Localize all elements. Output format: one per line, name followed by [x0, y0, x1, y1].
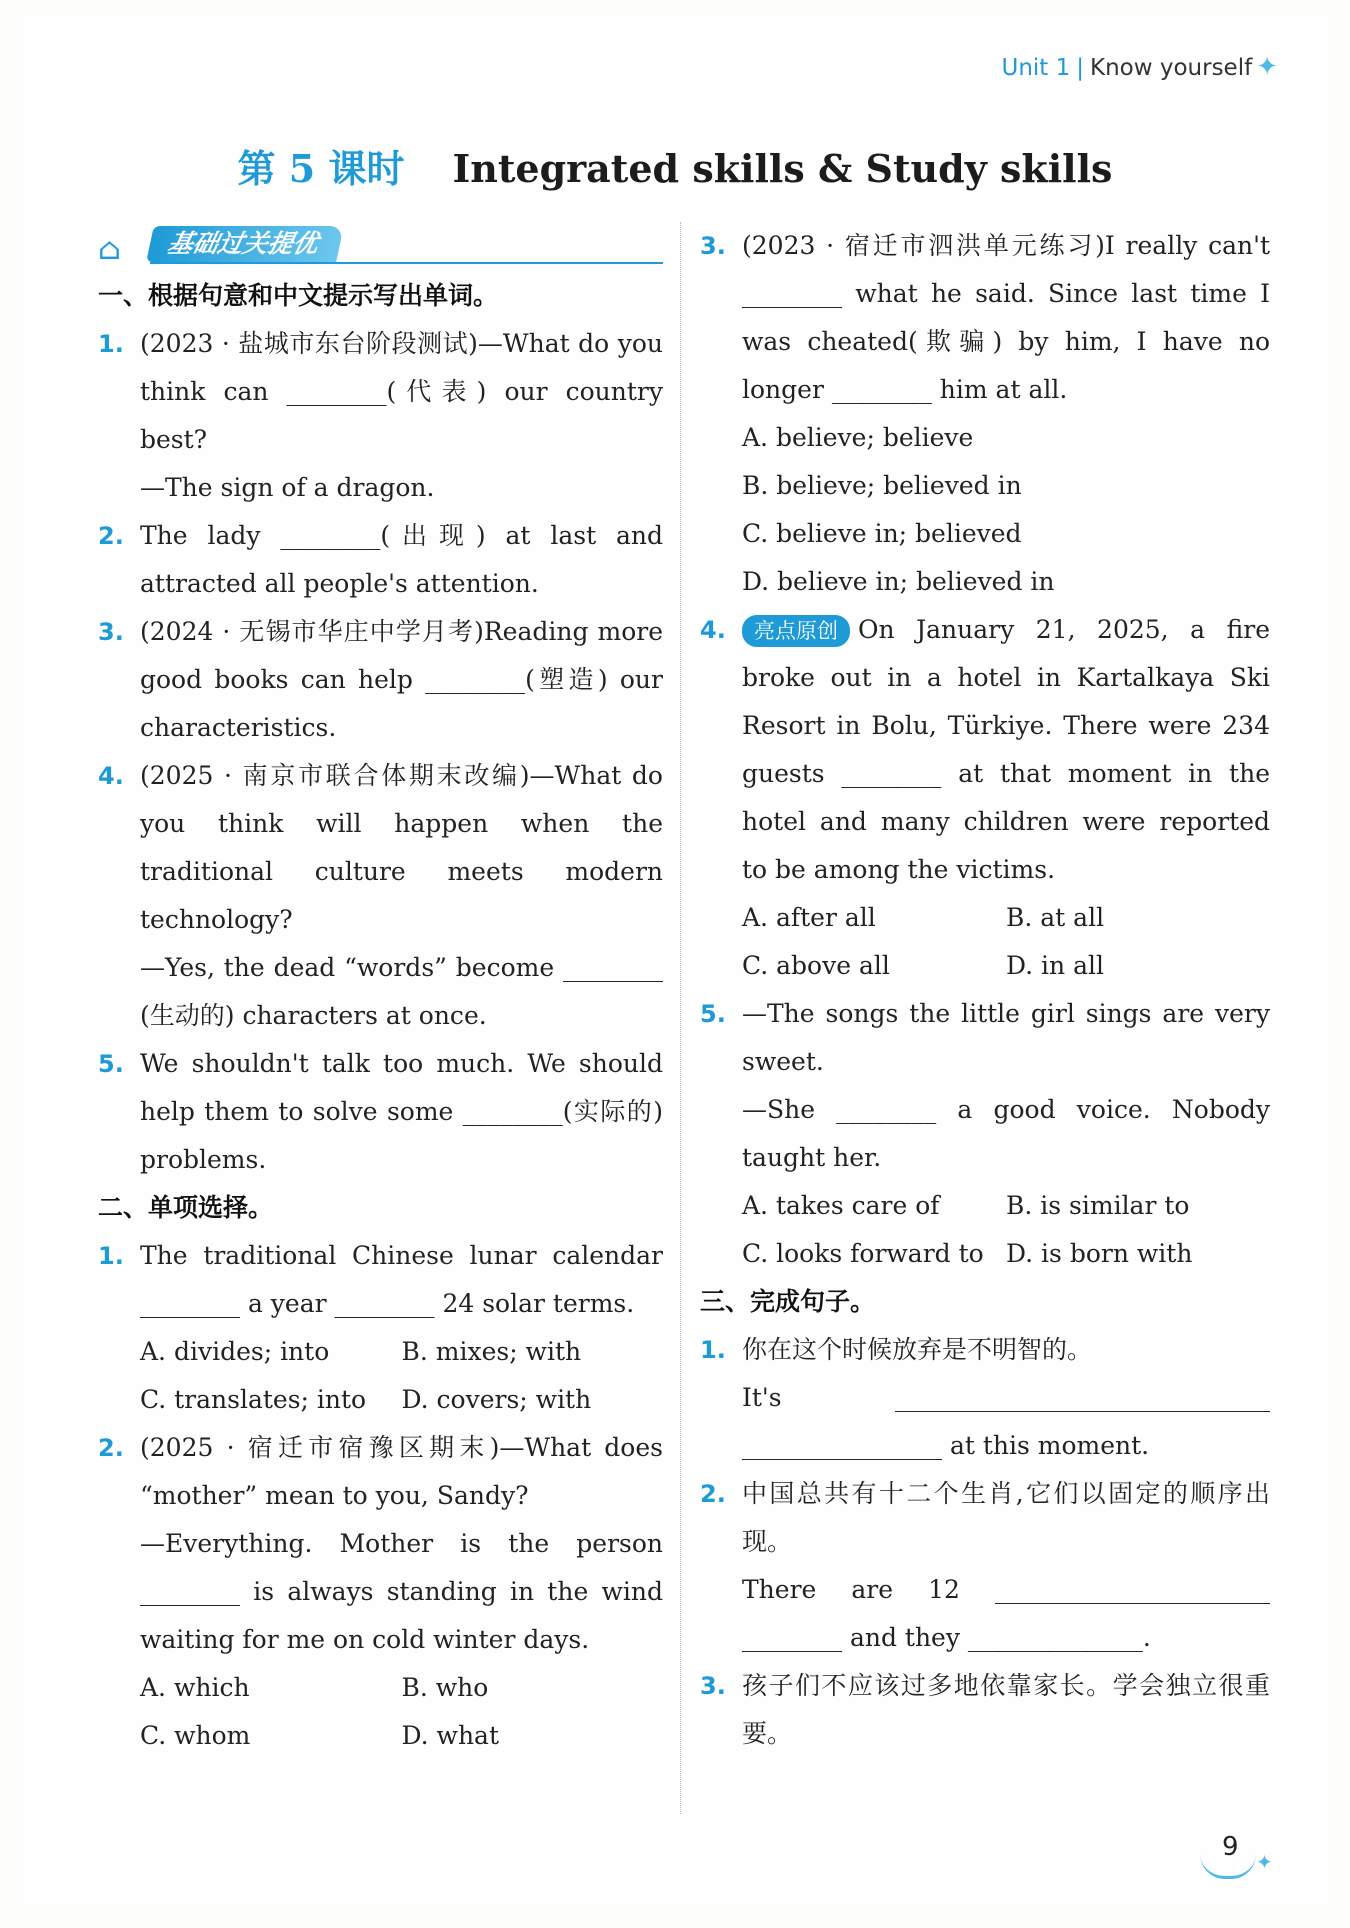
item-number: 4. [98, 762, 124, 790]
option: B. at all [1006, 903, 1105, 932]
item-number: 3. [700, 232, 726, 260]
item-chinese: 你在这个时候放弃是不明智的。 [742, 1335, 1093, 1364]
item-answer-line: —Yes, the dead “words” become ________ (生动的) characters at once. [140, 953, 663, 1030]
item-answer-line: —She ________ a good voice. Nobody taught her. [742, 1095, 1270, 1172]
option: C. above all [742, 951, 890, 980]
left-column [98, 222, 663, 1760]
item-english-blank: There are 12 ______________________ ________ and they ______________. [742, 1575, 1270, 1652]
exercise-item [98, 608, 663, 752]
option: A. which [140, 1673, 250, 1702]
option: A. divides; into [140, 1337, 330, 1366]
banner-rule [150, 262, 663, 264]
unit-topic: Know yourself [1090, 55, 1253, 81]
exercise-item [700, 222, 1270, 606]
column-divider [680, 222, 681, 1814]
header-separator: | [1076, 55, 1084, 81]
exercise-item [98, 752, 663, 1040]
item-number: 1. [700, 1336, 726, 1364]
sparkle-icon: ✦ [1256, 1850, 1273, 1874]
original-badge: 亮点原创 [742, 615, 850, 647]
option: D. covers; with [401, 1385, 592, 1414]
item-number: 1. [98, 330, 124, 358]
item-chinese: 孩子们不应该过多地依靠家长。学会独立很重要。 [742, 1671, 1270, 1748]
page-number: 9 [1222, 1832, 1239, 1862]
option-list [742, 1182, 1270, 1278]
house-icon: ⌂ [98, 232, 121, 267]
item-body: On January 21, 2025, a fire broke out in a hotel in Kartalkaya Ski Resort in Bolu, Türkiye. There were 234 guests ________ at that moment in the hotel and many children were reported to be among the victims. [742, 615, 1270, 884]
option-list [742, 894, 1270, 990]
item-text: The lady ________(出现) at last and attracted all people's attention. [140, 521, 663, 598]
option-list [140, 1664, 663, 1760]
item-text: We shouldn't talk too much. We should help them to solve some ________(实际的) problems. [140, 1049, 663, 1174]
exercise-item [98, 512, 663, 608]
item-number: 4. [700, 616, 726, 644]
option: C. whom [140, 1721, 251, 1750]
item-number: 3. [700, 1672, 726, 1700]
option: C. translates; into [140, 1385, 367, 1414]
item-chinese: 中国总共有十二个生肖,它们以固定的顺序出现。 [742, 1479, 1270, 1556]
banner-label: 基础过关提优 [146, 226, 344, 262]
unit-label: Unit 1 [1001, 55, 1071, 81]
exercise-item [98, 1040, 663, 1184]
option: D. believe in; believed in [742, 567, 1055, 596]
item-english-blank: It's ______________________________ ________________ at this moment. [742, 1383, 1270, 1460]
right-column [700, 222, 1270, 1758]
item-text: —The songs the little girl sings are very sweet. [742, 999, 1270, 1076]
option: B. who [401, 1673, 489, 1702]
section-banner [98, 222, 663, 268]
item-number: 2. [98, 522, 124, 550]
option: D. in all [1006, 951, 1104, 980]
item-text: (2023 · 宿迁市泗洪单元练习)I really can't ________ what he said. Since last time I was cheated(欺骗) by him, I have no longer ________ him at all. [742, 231, 1270, 404]
exercise-item [98, 1232, 663, 1424]
lesson-number: 第 5 课时 [237, 146, 405, 191]
option: A. after all [742, 903, 876, 932]
option: C. looks forward to [742, 1239, 984, 1268]
exercise-item [700, 1470, 1270, 1662]
option: C. believe in; believed [742, 519, 1022, 548]
exercise-item [700, 1326, 1270, 1470]
item-text: (2023 · 盐城市东台阶段测试)—What do you think can ________(代表) our country best? [140, 329, 663, 454]
item-text: (2025 · 南京市联合体期末改编)—What do you think will happen when the traditional culture meets modern technology? [140, 761, 663, 934]
item-number: 2. [700, 1480, 726, 1508]
item-text: (2024 · 无锡市华庄中学月考)Reading more good books can help ________(塑造) our characteristics. [140, 617, 663, 742]
exercise-item [98, 320, 663, 512]
section-1-title: 一、根据句意和中文提示写出单词。 [98, 281, 499, 310]
option: A. takes care of [742, 1191, 940, 1220]
section-3-title: 三、完成句子。 [700, 1287, 876, 1316]
item-text [742, 606, 1270, 894]
exercise-item [700, 990, 1270, 1278]
item-text: The traditional Chinese lunar calendar ________ a year ________ 24 solar terms. [140, 1241, 663, 1318]
section-2-title: 二、单项选择。 [98, 1193, 274, 1222]
sparkle-icon: ✦ [1256, 52, 1278, 82]
option: B. is similar to [1006, 1191, 1190, 1220]
item-number: 5. [98, 1050, 124, 1078]
option-list [140, 1328, 663, 1424]
item-number: 1. [98, 1242, 124, 1270]
exercise-item [700, 1662, 1270, 1758]
lesson-name: Integrated skills & Study skills [452, 146, 1113, 191]
option: D. what [401, 1721, 499, 1750]
option: A. believe; believe [742, 423, 974, 452]
option: B. mixes; with [401, 1337, 582, 1366]
item-number: 3. [98, 618, 124, 646]
item-text: (2025 · 宿迁市宿豫区期末)—What does “mother” mean to you, Sandy? [140, 1433, 663, 1510]
option: D. is born with [1006, 1239, 1193, 1268]
item-answer-line: —The sign of a dragon. [140, 473, 435, 502]
lesson-title [0, 138, 1350, 193]
exercise-item [700, 606, 1270, 990]
item-number: 5. [700, 1000, 726, 1028]
item-answer-line: —Everything. Mother is the person ________ is always standing in the wind waiting for me on cold winter days. [140, 1529, 663, 1654]
exercise-item [98, 1424, 663, 1760]
item-number: 2. [98, 1434, 124, 1462]
running-header [1001, 52, 1278, 82]
option-list [742, 414, 1270, 606]
option: B. believe; believed in [742, 471, 1022, 500]
